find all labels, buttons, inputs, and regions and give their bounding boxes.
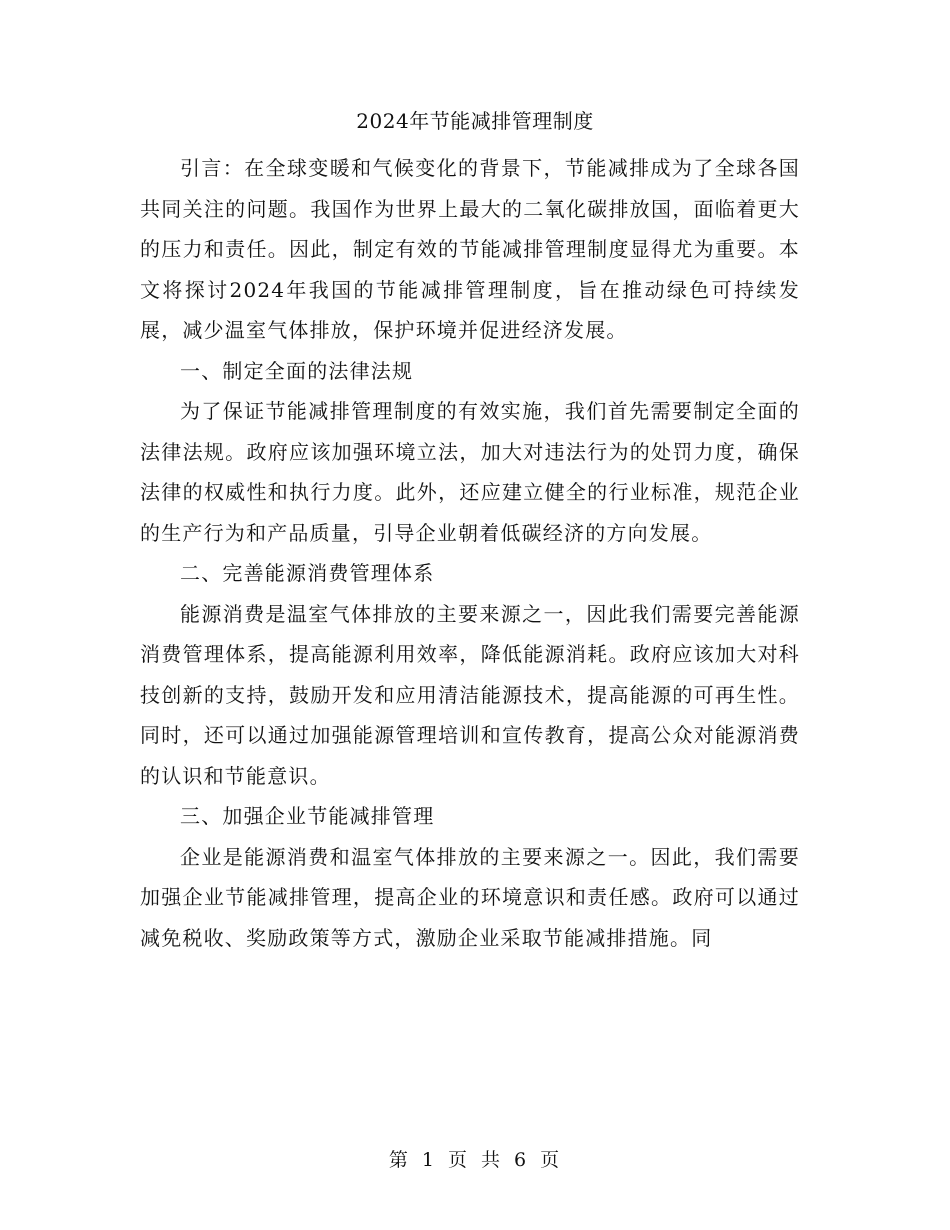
page-footer: 第 1 页 共 6 页: [388, 1149, 562, 1171]
section-1-paragraph: 为了保证节能减排管理制度的有效实施，我们首先需要制定全面的法律法规。政府应该加强环境立法，加大对违法行为的处罚力度，确保法律的权威性和执行力度。此外，还应建立健全的行业标准，规范企业的生产行为和产品质量，引导企业朝着低碳经济的方向发展。: [140, 399, 800, 545]
section-1-heading: 一、制定全面的法律法规: [180, 358, 414, 383]
document-title: 2024年节能减排管理制度: [356, 109, 594, 133]
document-body: [140, 148, 800, 958]
section-2-heading: 二、完善能源消费管理体系: [180, 561, 435, 585]
intro-paragraph: 引言：在全球变暖和气候变化的背景下，节能减排成为了全球各国共同关注的问题。我国作为世界上最大的二氧化碳排放国，面临着更大的压力和责任。因此，制定有效的节能减排管理制度显得尤为重要。本文将探讨2024年我国的节能减排管理制度，旨在推动绿色可持续发展，减少温室气体排放，保护环境并促进经济发展。: [140, 156, 800, 342]
section-2-paragraph: 能源消费是温室气体排放的主要来源之一，因此我们需要完善能源消费管理体系，提高能源利用效率，降低能源消耗。政府应该加大对科技创新的支持，鼓励开发和应用清洁能源技术，提高能源的可再生性。同时，还可以通过加强能源管理培训和宣传教育，提高公众对能源消费的认识和节能意识。: [140, 601, 800, 788]
section-3-heading: 三、加强企业节能减排管理: [180, 804, 435, 828]
section-3-paragraph: 企业是能源消费和温室气体排放的主要来源之一。因此，我们需要加强企业节能减排管理，提高企业的环境意识和责任感。政府可以通过减免税收、奖励政策等方式，激励企业采取节能减排措施。同: [140, 844, 800, 950]
